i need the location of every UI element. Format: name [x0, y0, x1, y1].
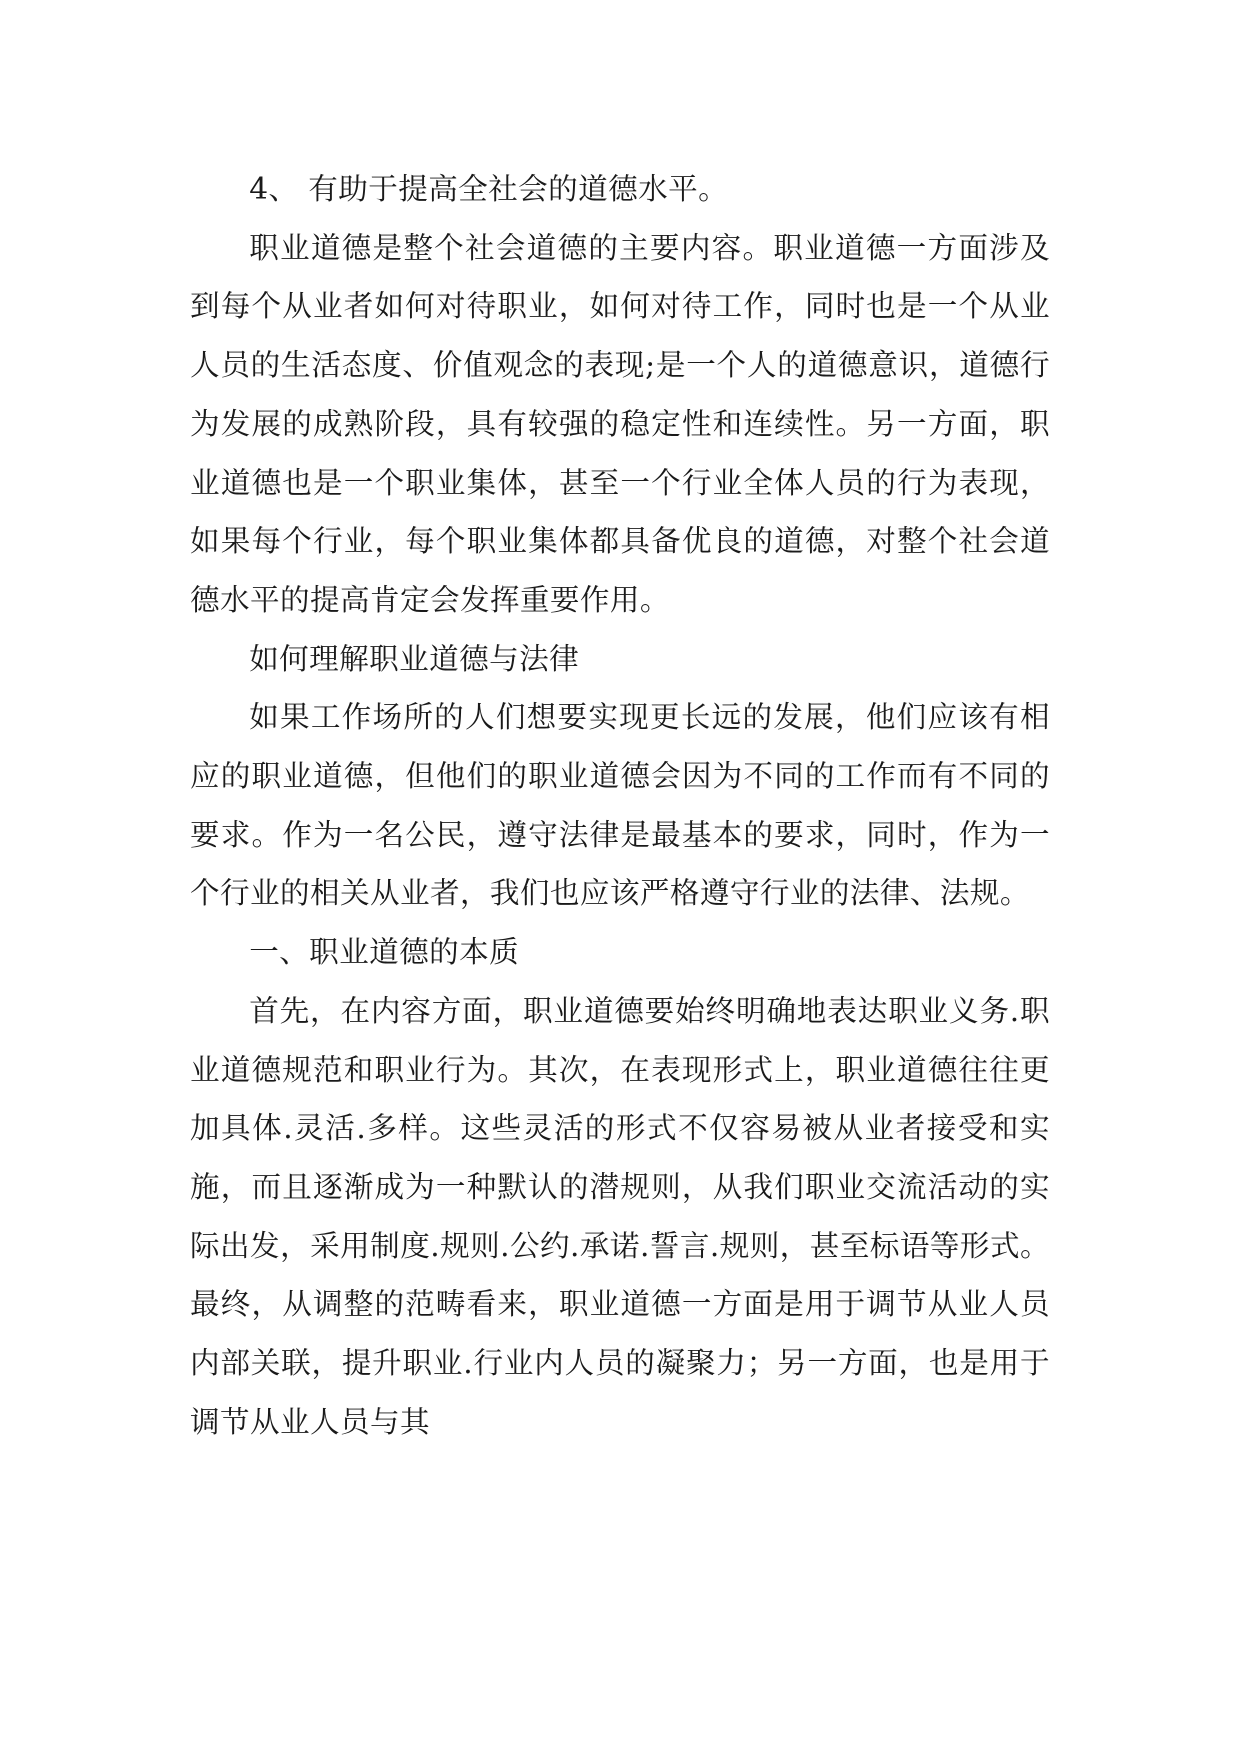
document-body: [190, 160, 1050, 1451]
section-heading-4: 4、 有助于提高全社会的道德水平。: [249, 172, 729, 206]
paragraph-social-morality: 职业道德是整个社会道德的主要内容。职业道德一方面涉及到每个从业者如何对待职业，如何对待工作，同时也是一个从业人员的生活态度、价值观念的表现;是一个人的道德意识，道德行为发展的成熟阶段，具有较强的稳定性和连续性。另一方面，职业道德也是一个职业集体，甚至一个行业全体人员的行为表现，如果每个行业，每个职业集体都具备优良的道德，对整个社会道德水平的提高肯定会发挥重要作用。: [190, 230, 1050, 617]
section-heading-essence: 一、职业道德的本质: [249, 935, 520, 970]
section-heading-ethics-and-law: 如何理解职业道德与法律: [249, 641, 580, 676]
paragraph-essence: 首先，在内容方面，职业道德要始终明确地表达职业义务.职业道德规范和职业行为。其次，在表现形式上，职业道德往往更加具体.灵活.多样。这些灵活的形式不仅容易被从业者接受和实施，而且逐渐成为一种默认的潜规则，从我们职业交流活动的实际出发，采用制度.规则.公约.承诺.誓言.规则，甚至标语等形式。最终，从调整的范畴看来，职业道德一方面是用于调节从业人员内部关联，提升职业.行业内人员的凝聚力；另一方面，也是用于调节从业人员与其: [190, 993, 1050, 1439]
paragraph-ethics-and-law: 如果工作场所的人们想要实现更长远的发展，他们应该有相应的职业道德，但他们的职业道德会因为不同的工作而有不同的要求。作为一名公民，遵守法律是最基本的要求，同时，作为一个行业的相关从业者，我们也应该严格遵守行业的法律、法规。: [190, 700, 1050, 911]
